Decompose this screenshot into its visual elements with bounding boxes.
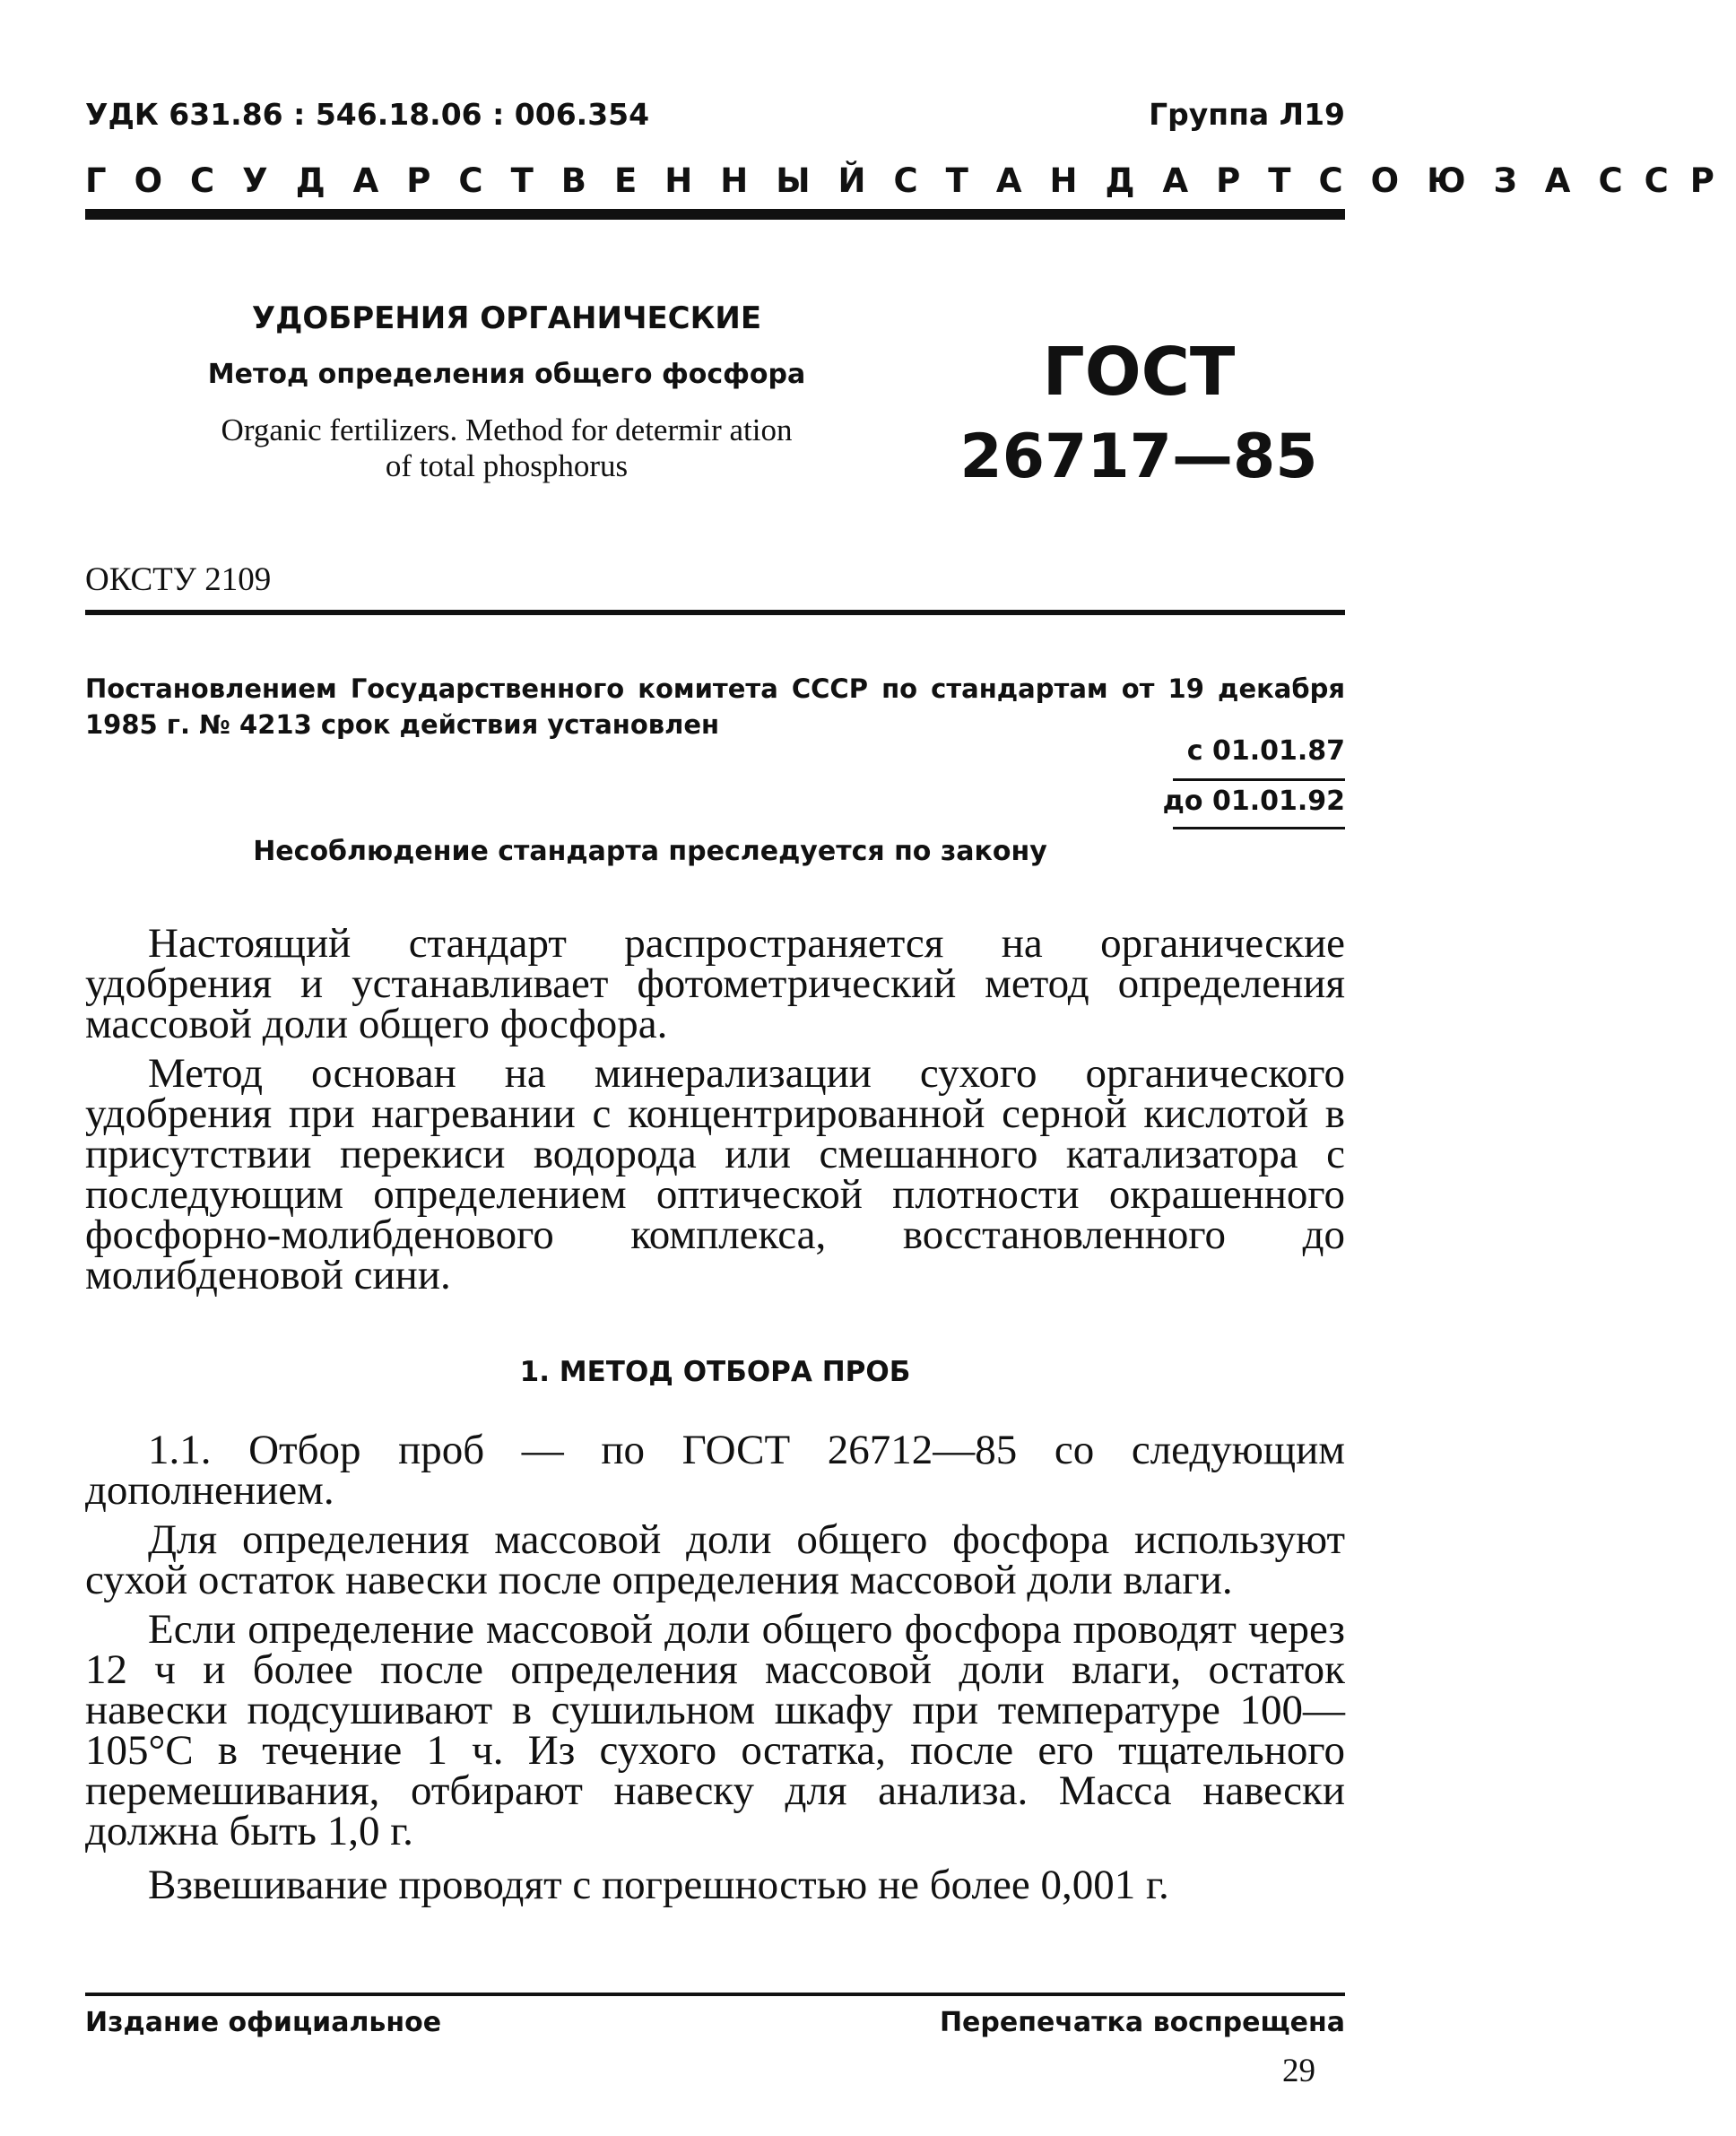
- doc-title-en-line2: of total phosphorus: [385, 448, 629, 483]
- validity-from-date: с 01.01.87: [1186, 735, 1345, 767]
- section-1-paragraph-3: Если определение массовой доли общего фосфора проводят через 12 ч и более после определения массовой доли влаги, остаток навески подсушивают в сушильном шкафу при температуре 100—105°С в течение 1 ч. Из сухого остатка, после его тщательного перемешивания, отбирают навеску для анализа. Масса навески должна быть 1,0 г.: [85, 1606, 1345, 1854]
- series-word-2: СТАНДАРТ: [893, 161, 1319, 200]
- doc-title-en-line1: Organic fertilizers. Method for determir ation: [221, 412, 793, 447]
- gost-number: 26717—85: [959, 421, 1318, 492]
- doc-subtitle-ru: Метод определения общего фосфора: [207, 359, 806, 390]
- intro-paragraph-2: Метод основан на минерализации сухого органического удобрения при нагревании с концентрированной серной кислотой в присутствии перекиси водорода или смешанного катализатора с последующим определением оптической плотности окрашенного фосфорно-молибденового комплекса, восстановленного до молибденовой сини.: [85, 1050, 1345, 1298]
- decree-line-2: 1985 г. № 4213 срок действия установлен: [85, 709, 720, 740]
- footer-rule: [85, 1993, 1345, 1996]
- series-word-1: ГОСУДАРСТВЕННЫЙ: [85, 161, 894, 200]
- series-word-3: СОЮЗА: [1318, 161, 1599, 200]
- decree-line-1: Постановлением Государственного комитета СССР по стандартам от 19 декабря: [85, 673, 1345, 704]
- intro-paragraph-1: Настоящий стандарт распространяется на органические удобрения и устанавливает фотометрический метод определения массовой доли общего фосфора.: [85, 920, 1345, 1047]
- validity-from: [1187, 735, 1345, 767]
- doc-title-ru: УДОБРЕНИЯ ОРГАНИЧЕСКИЕ: [251, 300, 762, 336]
- section-1-paragraph-4: Взвешивание проводят с погрешностью не более 0,001 г.: [148, 1862, 1169, 1908]
- validity-underline: [1173, 827, 1345, 829]
- validity-divider: [1173, 778, 1345, 781]
- footer-official-edition: Издание официальное: [85, 2007, 442, 2038]
- series-title: [85, 161, 1736, 200]
- validity-to: [1163, 786, 1345, 817]
- decree-text: [85, 671, 1345, 742]
- title-rule: [85, 610, 1345, 615]
- page-number: 29: [1282, 2053, 1315, 2089]
- section-1-paragraph-1: 1.1. Отбор проб — по ГОСТ 26712—85 со следующим дополнением.: [85, 1427, 1345, 1514]
- validity-to-date: до 01.01.92: [1162, 786, 1345, 817]
- udk-code: УДК 631.86 : 546.18.06 : 006.354: [85, 97, 650, 132]
- section-1-heading: 1. МЕТОД ОТБОРА ПРОБ: [519, 1356, 911, 1388]
- section-1-paragraph-2: Для определения массовой доли общего фосфора используют сухой остаток навески после определения массовой доли влаги.: [85, 1516, 1345, 1603]
- footer-reprint-prohibited: Перепечатка воспрещена: [939, 2007, 1345, 2038]
- header-thick-rule: [85, 209, 1345, 220]
- group-code: Группа Л19: [1149, 97, 1345, 132]
- okstu-code: ОКСТУ 2109: [85, 561, 272, 598]
- gost-label: ГОСТ: [1042, 334, 1236, 411]
- footer-row: [85, 2007, 1345, 2038]
- doc-title-en: [135, 412, 879, 484]
- series-word-4: ССР: [1598, 161, 1736, 200]
- law-notice: Несоблюдение стандарта преследуется по закону: [253, 836, 1047, 867]
- header-row: [85, 97, 1345, 132]
